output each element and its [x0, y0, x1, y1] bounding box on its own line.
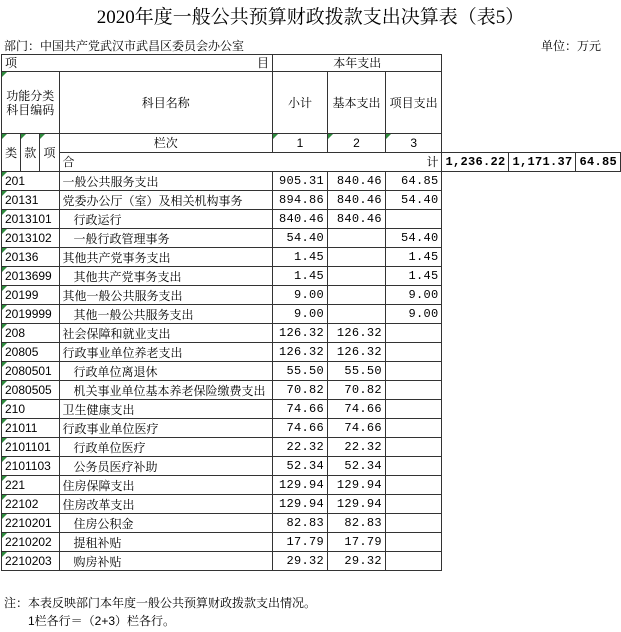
row-subtotal: 54.40 [272, 229, 327, 248]
row-subtotal: 29.32 [272, 552, 327, 571]
header-basic: 基本支出 [328, 72, 386, 134]
row-project [385, 476, 442, 495]
row-project [385, 457, 442, 476]
row-code: 2101103 [2, 457, 60, 476]
row-subtotal: 126.32 [272, 343, 327, 362]
page-title: 2020年度一般公共预算财政拨款支出决算表（表5） [96, 7, 525, 28]
table-row [2, 419, 621, 438]
table-row [2, 229, 621, 248]
row-project: 54.40 [385, 191, 442, 210]
header-xiang2: 项 [40, 134, 59, 172]
total-ji: 计 [426, 155, 439, 169]
header-xiang: 项 [5, 56, 18, 70]
table-row [2, 533, 621, 552]
row-project [385, 324, 442, 343]
department-label: 部门：中国共产党武汉市武昌区委员会办公室 [4, 39, 245, 53]
row-basic [328, 267, 386, 286]
row-basic: 126.32 [328, 343, 386, 362]
row-code: 22102 [2, 495, 60, 514]
table-row [2, 305, 621, 324]
row-subject-name: 住房保障支出 [59, 476, 272, 495]
row-code: 208 [2, 324, 60, 343]
row-project: 1.45 [385, 267, 442, 286]
total-row [2, 153, 621, 172]
row-code: 20136 [2, 248, 60, 267]
row-subject-name: 住房改革支出 [59, 495, 272, 514]
row-subject-name: 住房公积金 [59, 514, 272, 533]
row-subject-name: 行政运行 [59, 210, 272, 229]
header-lanci: 栏次 [59, 134, 272, 153]
row-basic [328, 286, 386, 305]
table-row [2, 343, 621, 362]
row-basic [328, 248, 386, 267]
row-basic [328, 305, 386, 324]
row-subtotal: 905.31 [272, 172, 327, 191]
row-subject-name: 卫生健康支出 [59, 400, 272, 419]
total-basic: 1,171.37 [509, 153, 576, 172]
row-code: 21011 [2, 419, 60, 438]
row-code: 2013102 [2, 229, 60, 248]
row-subtotal: 894.86 [272, 191, 327, 210]
row-project [385, 400, 442, 419]
row-project [385, 514, 442, 533]
header-row-1 [2, 55, 621, 72]
row-project [385, 552, 442, 571]
row-project [385, 343, 442, 362]
header-year-expense: 本年支出 [272, 55, 442, 72]
header-col3: 3 [385, 134, 442, 153]
row-project [385, 381, 442, 400]
header-col2: 2 [328, 134, 386, 153]
row-subject-name: 行政事业单位医疗 [59, 419, 272, 438]
row-subject-name: 行政单位离退休 [59, 362, 272, 381]
header-xiangmu [2, 55, 273, 72]
row-code: 2101101 [2, 438, 60, 457]
row-subject-name: 其他一般公共服务支出 [59, 286, 272, 305]
row-project [385, 362, 442, 381]
row-project: 54.40 [385, 229, 442, 248]
row-project [385, 533, 442, 552]
row-basic: 70.82 [328, 381, 386, 400]
header-row-3 [2, 134, 621, 153]
row-code: 2019999 [2, 305, 60, 324]
row-subject-name: 购房补贴 [59, 552, 272, 571]
row-subtotal: 9.00 [272, 286, 327, 305]
table-row [2, 286, 621, 305]
row-basic: 129.94 [328, 476, 386, 495]
row-basic [328, 229, 386, 248]
row-basic: 74.66 [328, 400, 386, 419]
row-subtotal: 74.66 [272, 400, 327, 419]
row-subject-name: 一般行政管理事务 [59, 229, 272, 248]
row-subject-name: 其他一般公共服务支出 [59, 305, 272, 324]
row-code: 201 [2, 172, 60, 191]
row-subtotal: 82.83 [272, 514, 327, 533]
header-subtotal: 小计 [272, 72, 327, 134]
row-code: 2210201 [2, 514, 60, 533]
row-basic: 82.83 [328, 514, 386, 533]
total-subtotal: 1,236.22 [442, 153, 509, 172]
row-basic: 129.94 [328, 495, 386, 514]
row-project: 9.00 [385, 305, 442, 324]
table-row [2, 267, 621, 286]
row-subtotal: 129.94 [272, 495, 327, 514]
header-func-code-line2: 科目编码 [6, 102, 55, 117]
row-basic: 74.66 [328, 419, 386, 438]
row-subtotal: 129.94 [272, 476, 327, 495]
row-code: 2210202 [2, 533, 60, 552]
table-row [2, 514, 621, 533]
table-row [2, 191, 621, 210]
header-kuan: 款 [21, 134, 40, 172]
total-project: 64.85 [576, 153, 621, 172]
row-subtotal: 17.79 [272, 533, 327, 552]
row-subtotal: 840.46 [272, 210, 327, 229]
row-project [385, 438, 442, 457]
row-project: 1.45 [385, 248, 442, 267]
table-row [2, 381, 621, 400]
row-subtotal: 1.45 [272, 248, 327, 267]
row-project [385, 210, 442, 229]
row-subtotal: 22.32 [272, 438, 327, 457]
header-func-code [2, 72, 60, 134]
row-subtotal: 9.00 [272, 305, 327, 324]
table-row [2, 210, 621, 229]
table-row [2, 172, 621, 191]
row-code: 221 [2, 476, 60, 495]
row-basic: 840.46 [328, 172, 386, 191]
table-row [2, 438, 621, 457]
table-row [2, 457, 621, 476]
header-project: 项目支出 [385, 72, 442, 134]
row-subtotal: 52.34 [272, 457, 327, 476]
row-subtotal: 1.45 [272, 267, 327, 286]
table-row [2, 476, 621, 495]
row-basic: 126.32 [328, 324, 386, 343]
row-subject-name: 一般公共服务支出 [59, 172, 272, 191]
row-code: 2013699 [2, 267, 60, 286]
note-line-1: 注：本表反映部门本年度一般公共预算财政拨款支出情况。 [4, 596, 317, 610]
row-subtotal: 126.32 [272, 324, 327, 343]
row-subject-name: 行政事业单位养老支出 [59, 343, 272, 362]
total-label [59, 153, 442, 172]
row-subtotal: 70.82 [272, 381, 327, 400]
row-basic: 17.79 [328, 533, 386, 552]
row-project: 9.00 [385, 286, 442, 305]
note-line-2: 1栏各行＝（2+3）栏各行。 [28, 614, 176, 628]
row-code: 20199 [2, 286, 60, 305]
row-code: 20805 [2, 343, 60, 362]
row-code: 2013101 [2, 210, 60, 229]
header-subject-name: 科目名称 [59, 72, 272, 134]
table-row [2, 552, 621, 571]
header-col1: 1 [272, 134, 327, 153]
row-subject-name: 行政单位医疗 [59, 438, 272, 457]
row-subject-name: 公务员医疗补助 [59, 457, 272, 476]
row-code: 210 [2, 400, 60, 419]
row-basic: 55.50 [328, 362, 386, 381]
unit-label: 单位：万元 [540, 39, 601, 53]
table-row [2, 495, 621, 514]
row-basic: 52.34 [328, 457, 386, 476]
row-subject-name: 党委办公厅（室）及相关机构事务 [59, 191, 272, 210]
table-row [2, 400, 621, 419]
expenditure-table [1, 54, 621, 571]
row-project: 64.85 [385, 172, 442, 191]
row-basic: 840.46 [328, 191, 386, 210]
row-code: 2080505 [2, 381, 60, 400]
row-code: 2080501 [2, 362, 60, 381]
header-func-code-line1: 功能分类 [6, 88, 55, 103]
row-basic: 29.32 [328, 552, 386, 571]
header-mu: 目 [256, 56, 269, 70]
row-subtotal: 55.50 [272, 362, 327, 381]
row-subtotal: 74.66 [272, 419, 327, 438]
header-row-2 [2, 72, 621, 134]
row-subject-name: 机关事业单位基本养老保险缴费支出 [59, 381, 272, 400]
total-he: 合 [62, 155, 75, 169]
row-code: 20131 [2, 191, 60, 210]
table-row [2, 248, 621, 267]
table-row [2, 324, 621, 343]
row-subject-name: 其他共产党事务支出 [59, 267, 272, 286]
header-lei: 类 [2, 134, 21, 172]
row-subject-name: 其他共产党事务支出 [59, 248, 272, 267]
row-code: 2210203 [2, 552, 60, 571]
row-basic: 840.46 [328, 210, 386, 229]
table-row [2, 362, 621, 381]
row-subject-name: 提租补贴 [59, 533, 272, 552]
row-basic: 22.32 [328, 438, 386, 457]
row-project [385, 495, 442, 514]
row-subject-name: 社会保障和就业支出 [59, 324, 272, 343]
row-project [385, 419, 442, 438]
